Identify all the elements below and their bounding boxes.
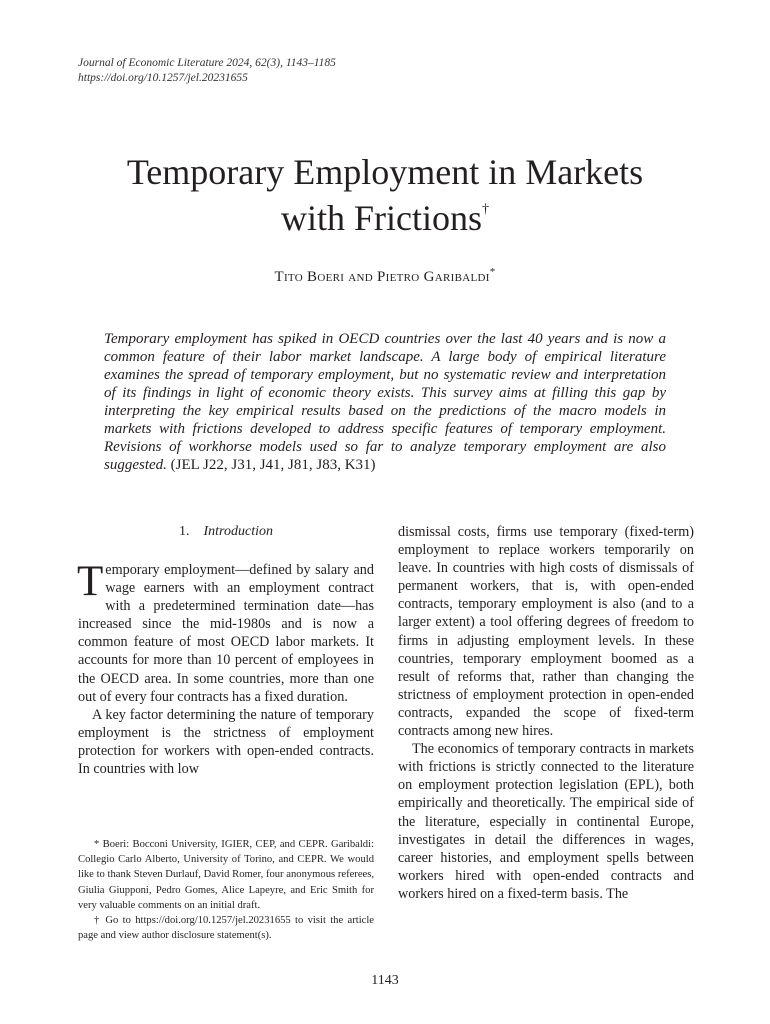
section-title: Introduction <box>203 524 273 539</box>
abstract <box>104 330 666 474</box>
paragraph-4: The economics of temporary contracts in markets with frictions is strictly connected to the literature on employment protection legislation (EPL), both empirically and theoretically. The empirical side of the literature, especially in continental Europe, investigates in detail the differences in wages, career histories, and employment spells between workers hired with open-ended contracts and workers hired on a fixed-term basis. The <box>398 741 694 902</box>
paragraph-1 <box>77 558 374 706</box>
page-number: 1143 <box>371 973 399 988</box>
title-line-2: with Frictions <box>280 198 482 238</box>
title-footnote-mark: † <box>482 202 489 217</box>
right-column <box>398 523 694 903</box>
title-line-1: Temporary Employment in Markets <box>126 152 644 192</box>
drop-cap: T <box>77 558 104 605</box>
paragraph-1-text: emporary employment—defined by salary and wage earners with an employment contract with a predetermined termination date—has increased since the mid-1980s and is now a common feature of most OECD labor markets. It accounts for more than 10 percent of employees in the OECD area. In some countries, more than one out of every four contracts has a fixed duration. <box>78 562 374 705</box>
paper-title <box>80 152 690 239</box>
author-names: Tito Boeri and Pietro Garibaldi <box>274 269 490 285</box>
author-footnote-mark: * <box>489 266 496 278</box>
author-line <box>80 266 690 286</box>
doi-link[interactable]: https://doi.org/10.1257/jel.20231655 <box>78 72 248 84</box>
section-heading <box>78 523 374 541</box>
section-number: 1. <box>179 524 190 539</box>
paragraph-2: A key factor determining the nature of temporary employment is the strictness of employment protection for workers with open-ended contracts. In countries with low <box>78 706 374 778</box>
footnote-disclosure: † Go to https://doi.org/10.1257/jel.20231655 to visit the article page and view author disclosure statement(s). <box>78 915 374 942</box>
journal-header <box>78 56 336 86</box>
journal-citation: Journal of Economic Literature 2024, 62(3), 1143–1185 <box>78 57 336 69</box>
jel-codes: (JEL J22, J31, J41, J81, J83, K31) <box>170 457 376 473</box>
left-column <box>78 523 374 778</box>
paragraph-3: dismissal costs, firms use temporary (fixed-term) employment to replace workers temporarily on leave. In countries with high costs of dismissals of permanent workers, that is, with open-ended contracts, temporary employment is also (and to a larger extent) a tool offering degrees of freedom to firms in adjusting employment levels. In these countries, temporary employment boomed as a result of reforms that, rather than changing the strictness of employment protection in open-ended contracts, expanded the scope of fixed-term contracts among new hires. <box>398 524 694 740</box>
abstract-text: Temporary employment has spiked in OECD countries over the last 40 years and is now a common feature of their labor market landscape. A large body of empirical literature examines the spread of temporary employment, but no systematic review and interpretation of its findings in light of economic theory exists. This survey aims at filling this gap by interpreting the key empirical results based on the predictions of the macro models in markets with frictions developed to address specific features of temporary employment. Revisions of workhorse models used so far to analyze temporary employment are also suggested. <box>104 331 666 473</box>
footnotes <box>78 837 374 943</box>
footnote-affiliations: * Boeri: Bocconi University, IGIER, CEP, and CEPR. Garibaldi: Collegio Carlo Alberto, University of Torino, and CEPR. We would like to thank Steven Durlauf, David Romer, four anonymous referees, Giulia Giupponi, Pedro Gomes, Alice Lapeyre, and Eric Smith for very valuable comments on an initial draft. <box>78 839 374 911</box>
